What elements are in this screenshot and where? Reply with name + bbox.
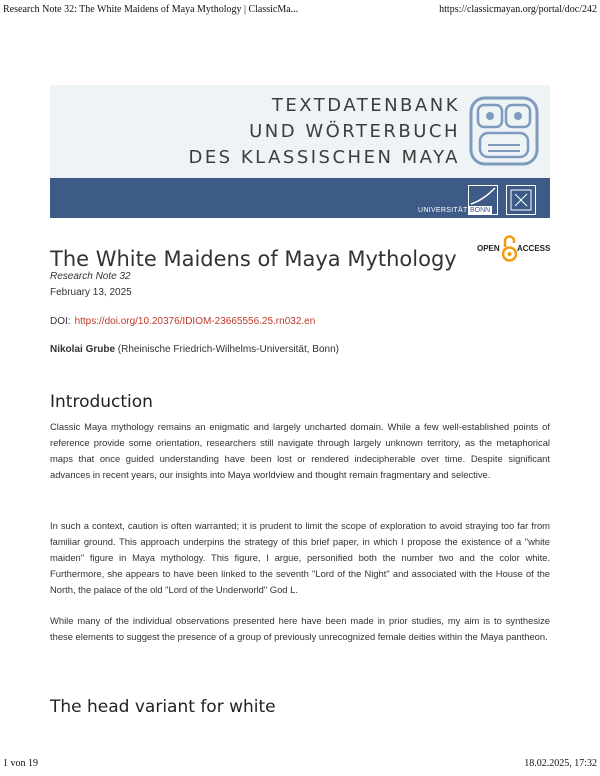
print-footer	[3, 758, 597, 772]
university-label: UNIVERSITÄT	[418, 207, 468, 214]
print-header-title: Research Note 32: The White Maidens of Maya Mythology | ClassicMa...	[3, 4, 299, 15]
doi-line	[50, 316, 315, 327]
article-title: The White Maidens of Maya Mythology	[50, 247, 457, 272]
print-footer-page: 1 von 19	[3, 758, 38, 769]
maya-glyph-logo-icon	[468, 95, 540, 167]
intro-paragraph-3: While many of the individual observations presented here have been made in prior studies, my aim is to synthesize these elements to suggest the presence of a group of previously unrecognized female deities within the Maya pantheon.	[50, 615, 550, 642]
print-header-url: https://classicmayan.org/portal/doc/242	[439, 4, 597, 15]
academy-seal-shape-icon	[507, 186, 535, 214]
intro-paragraph-1: Classic Maya mythology remains an enigmatic and largely uncharted domain. While a few well-established points of reference provide some orientation, researchers still navigate through largely unknown territory, as the metaphorical maps that once guided understanding have been lost or rendered indecipherable over time. Despite significant advances in recent years, our insights into Maya worldview and thought remain fragmentary and selective.	[50, 421, 550, 480]
doi-link[interactable]: https://doi.org/10.20376/IDIOM-23665556.25.rn032.en	[74, 316, 316, 327]
research-note-label: Research Note 32	[50, 271, 131, 282]
publication-date: February 13, 2025	[50, 287, 132, 298]
banner-line-3: DES KLASSISCHEN MAYA	[188, 147, 460, 168]
head-variant-heading: The head variant for white	[50, 697, 276, 717]
site-banner	[50, 85, 550, 218]
doi-label: DOI:	[50, 316, 71, 327]
intro-paragraph-2: In such a context, caution is often warranted; it is prudent to limit the scope of exploration to avoid straying too far from familiar ground. This approach underpins the strategy of this brief paper, in which I propose the existence of a "white maiden" figure in Maya mythology. This figure, I argue, personified both the number two and the color white. Furthermore, she appears to have been linked to the seventh "Lord of the Night" and associated with the House of the North, the palace of the old "Lord of the Underworld" God L.	[50, 520, 550, 595]
introduction-heading: Introduction	[50, 392, 153, 412]
print-footer-datetime: 18.02.2025, 17:32	[524, 758, 597, 769]
open-access-badge	[477, 235, 552, 263]
banner-title	[188, 93, 460, 171]
print-header	[3, 4, 597, 18]
open-access-lock-icon	[502, 235, 517, 263]
author-affiliation: (Rheinische Friedrich-Wilhelms-Universität, Bonn)	[117, 344, 339, 355]
open-access-access-label: ACCESS	[517, 244, 551, 253]
bonn-label: BONN	[470, 207, 491, 214]
open-access-open-label: OPEN	[477, 244, 500, 253]
banner-line-1: TEXTDATENBANK	[271, 95, 460, 116]
banner-line-2: UND WÖRTERBUCH	[249, 121, 460, 142]
uni-bonn-wave-icon	[469, 186, 497, 206]
author-line	[50, 344, 339, 355]
academy-seal-icon	[506, 185, 536, 215]
author-name: Nikolai Grube	[50, 344, 116, 355]
